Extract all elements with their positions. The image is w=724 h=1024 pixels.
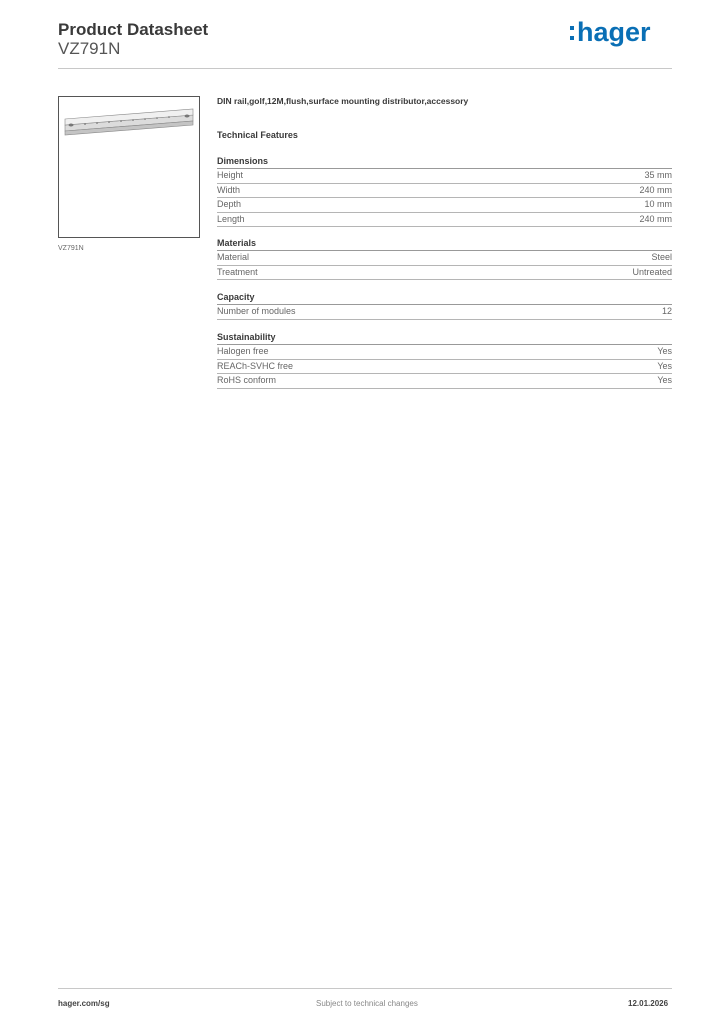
technical-features-heading: Technical Features — [217, 130, 298, 140]
spec-row — [217, 305, 672, 320]
header-divider — [58, 68, 672, 69]
spec-label: Number of modules — [217, 306, 296, 316]
spec-row — [217, 169, 672, 184]
spec-value: Steel — [651, 252, 672, 262]
footer-note: Subject to technical changes — [316, 999, 418, 1008]
spec-label: Halogen free — [217, 346, 269, 356]
spec-value: Yes — [657, 375, 672, 385]
spec-label: Length — [217, 213, 245, 224]
spec-row — [217, 360, 672, 375]
din-rail-drawing — [63, 107, 195, 137]
spec-label: Treatment — [217, 266, 258, 277]
spec-row — [217, 374, 672, 389]
spec-value: 240 mm — [639, 213, 672, 224]
spec-label: REACh-SVHC free — [217, 360, 294, 371]
product-code: VZ791N — [58, 39, 121, 58]
image-caption: VZ791N — [58, 245, 84, 252]
section-sustainability — [217, 331, 672, 389]
spec-label: RoHS conform — [217, 375, 277, 385]
product-image — [58, 96, 200, 238]
spec-row — [217, 198, 672, 213]
section-title: Materials — [217, 237, 672, 251]
section-capacity — [217, 291, 672, 320]
footer-divider — [58, 988, 672, 989]
hager-logo — [568, 14, 658, 50]
spec-value: 12 — [661, 306, 672, 316]
section-title: Sustainability — [217, 331, 672, 345]
product-description: DIN rail,golf,12M,flush,surface mounting distributor,accessory — [217, 96, 469, 106]
spec-row — [217, 251, 672, 266]
spec-value: Untreated — [632, 266, 672, 277]
section-title: Dimensions — [217, 155, 672, 169]
spec-value: 35 mm — [644, 170, 672, 180]
spec-value: Yes — [657, 346, 672, 356]
spec-label: Material — [217, 252, 250, 262]
spec-label: Width — [217, 184, 241, 195]
spec-value: 10 mm — [644, 199, 672, 209]
page-title: Product Datasheet — [58, 20, 209, 39]
logo-text: hager — [577, 17, 651, 47]
spec-value: 240 mm — [639, 184, 672, 195]
spec-label: Height — [217, 170, 244, 180]
footer-date: 12.01.2026 — [628, 999, 669, 1008]
spec-row — [217, 345, 672, 360]
spec-value: Yes — [657, 360, 672, 371]
spec-row — [217, 184, 672, 199]
spec-row — [217, 266, 672, 281]
section-dimensions — [217, 155, 672, 227]
specifications — [217, 96, 672, 385]
spec-label: Depth — [217, 199, 242, 209]
section-materials — [217, 237, 672, 280]
section-title: Capacity — [217, 291, 672, 305]
footer-link[interactable]: hager.com/sg — [58, 999, 110, 1008]
spec-row — [217, 213, 672, 228]
